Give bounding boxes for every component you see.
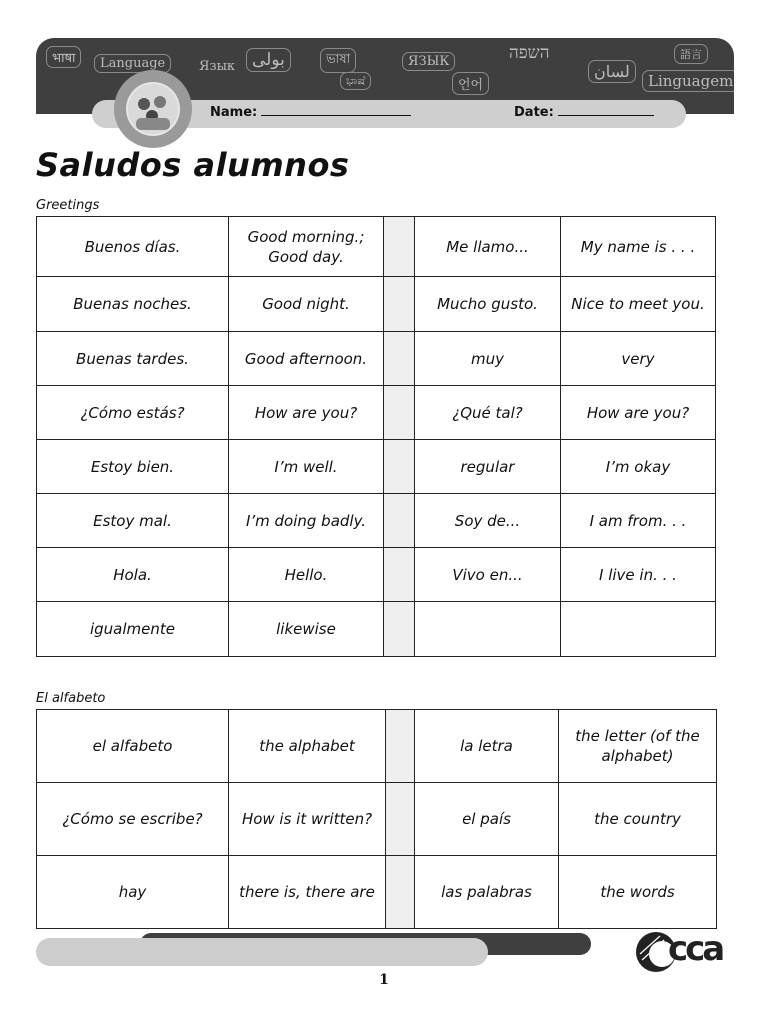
language-word: भाषा — [46, 46, 81, 68]
spanish-term-cell: ¿Cómo estás? — [37, 386, 229, 440]
spacer-cell — [384, 332, 415, 386]
english-translation-cell: How are you? — [561, 386, 716, 440]
language-word: השפה — [509, 43, 550, 63]
table-row — [37, 548, 716, 602]
greetings-table — [36, 216, 716, 657]
english-translation-cell: I live in. . . — [561, 548, 716, 602]
english-translation-cell: there is, there are — [229, 856, 386, 929]
spanish-term-cell: Me llamo... — [415, 217, 561, 277]
name-blank[interactable] — [261, 104, 411, 116]
english-translation-cell: How is it written? — [229, 783, 386, 856]
table-row — [37, 602, 716, 657]
spanish-term-cell: Hola. — [37, 548, 229, 602]
table-row — [37, 783, 717, 856]
english-translation-cell: the alphabet — [229, 710, 386, 783]
greetings-table-body — [37, 217, 716, 657]
english-translation-cell: the country — [559, 783, 717, 856]
language-word: 언어 — [452, 72, 489, 95]
english-translation-cell: the letter (of the alphabet) — [559, 710, 717, 783]
table-row — [37, 386, 716, 440]
english-translation-cell: Nice to meet you. — [561, 277, 716, 332]
table-row — [37, 710, 717, 783]
alphabet-table-body — [37, 710, 717, 929]
spacer-cell — [384, 386, 415, 440]
table-row — [37, 332, 716, 386]
spacer-cell — [384, 277, 415, 332]
english-translation-cell: Hello. — [229, 548, 384, 602]
spanish-term-cell: el alfabeto — [37, 710, 229, 783]
name-label: Name: — [210, 105, 258, 120]
language-word: ভাষা — [320, 48, 356, 73]
spacer-cell — [384, 217, 415, 277]
spanish-term-cell: igualmente — [37, 602, 229, 657]
spacer-cell — [386, 783, 415, 856]
language-word: لسان — [588, 60, 636, 83]
english-translation-cell: likewise — [229, 602, 384, 657]
name-field[interactable] — [210, 104, 411, 120]
english-translation-cell: Good morning.; Good day. — [229, 217, 384, 277]
spacer-cell — [384, 440, 415, 494]
table-row — [37, 494, 716, 548]
language-word: Язык — [199, 59, 236, 74]
spanish-term-cell: el país — [415, 783, 559, 856]
spanish-term-cell: Soy de... — [415, 494, 561, 548]
table-row — [37, 856, 717, 929]
language-word: ЯЗЫК — [402, 52, 455, 71]
english-translation-cell: I am from. . . — [561, 494, 716, 548]
spanish-term-cell: las palabras — [415, 856, 559, 929]
english-translation-cell: I’m well. — [229, 440, 384, 494]
spanish-term-cell: regular — [415, 440, 561, 494]
page-title: Saludos alumnos — [36, 146, 350, 184]
students-globe-icon — [126, 82, 180, 136]
language-word: بولی — [246, 48, 291, 72]
page-number: 1 — [379, 972, 389, 988]
spanish-term-cell: Mucho gusto. — [415, 277, 561, 332]
spacer-cell — [384, 548, 415, 602]
spacer-cell — [386, 710, 415, 783]
language-word: Linguagem — [642, 70, 734, 92]
spacer-cell — [386, 856, 415, 929]
spanish-term-cell: Vivo en... — [415, 548, 561, 602]
brand-name: cca — [668, 929, 723, 969]
spanish-term-cell: hay — [37, 856, 229, 929]
language-word: 語言 — [674, 44, 708, 64]
greetings-section-label: Greetings — [36, 198, 100, 213]
spacer-cell — [384, 494, 415, 548]
spanish-term-cell: Estoy bien. — [37, 440, 229, 494]
spanish-term-cell: Buenas tardes. — [37, 332, 229, 386]
english-translation-cell: Good afternoon. — [229, 332, 384, 386]
english-translation-cell — [561, 602, 716, 657]
spanish-term-cell: Buenos días. — [37, 217, 229, 277]
table-row — [37, 277, 716, 332]
spanish-term-cell: la letra — [415, 710, 559, 783]
table-row — [37, 217, 716, 277]
english-translation-cell: Good night. — [229, 277, 384, 332]
spanish-term-cell: Buenas noches. — [37, 277, 229, 332]
english-translation-cell: My name is . . . — [561, 217, 716, 277]
footer-bar-light — [36, 938, 488, 966]
spacer-cell — [384, 602, 415, 657]
date-blank[interactable] — [558, 104, 654, 116]
alphabet-table — [36, 709, 717, 929]
english-translation-cell: I’m doing badly. — [229, 494, 384, 548]
language-word: Language — [94, 54, 171, 73]
spanish-term-cell: Estoy mal. — [37, 494, 229, 548]
spanish-term-cell: ¿Cómo se escribe? — [37, 783, 229, 856]
date-field[interactable] — [514, 104, 654, 120]
spanish-term-cell — [415, 602, 561, 657]
alphabet-section-label: El alfabeto — [36, 691, 106, 706]
english-translation-cell: I’m okay — [561, 440, 716, 494]
language-word: ಭಾಷೆ — [340, 72, 371, 90]
spanish-term-cell: ¿Qué tal? — [415, 386, 561, 440]
spanish-term-cell: muy — [415, 332, 561, 386]
table-row — [37, 440, 716, 494]
english-translation-cell: How are you? — [229, 386, 384, 440]
english-translation-cell: the words — [559, 856, 717, 929]
date-label: Date: — [514, 105, 554, 120]
english-translation-cell: very — [561, 332, 716, 386]
